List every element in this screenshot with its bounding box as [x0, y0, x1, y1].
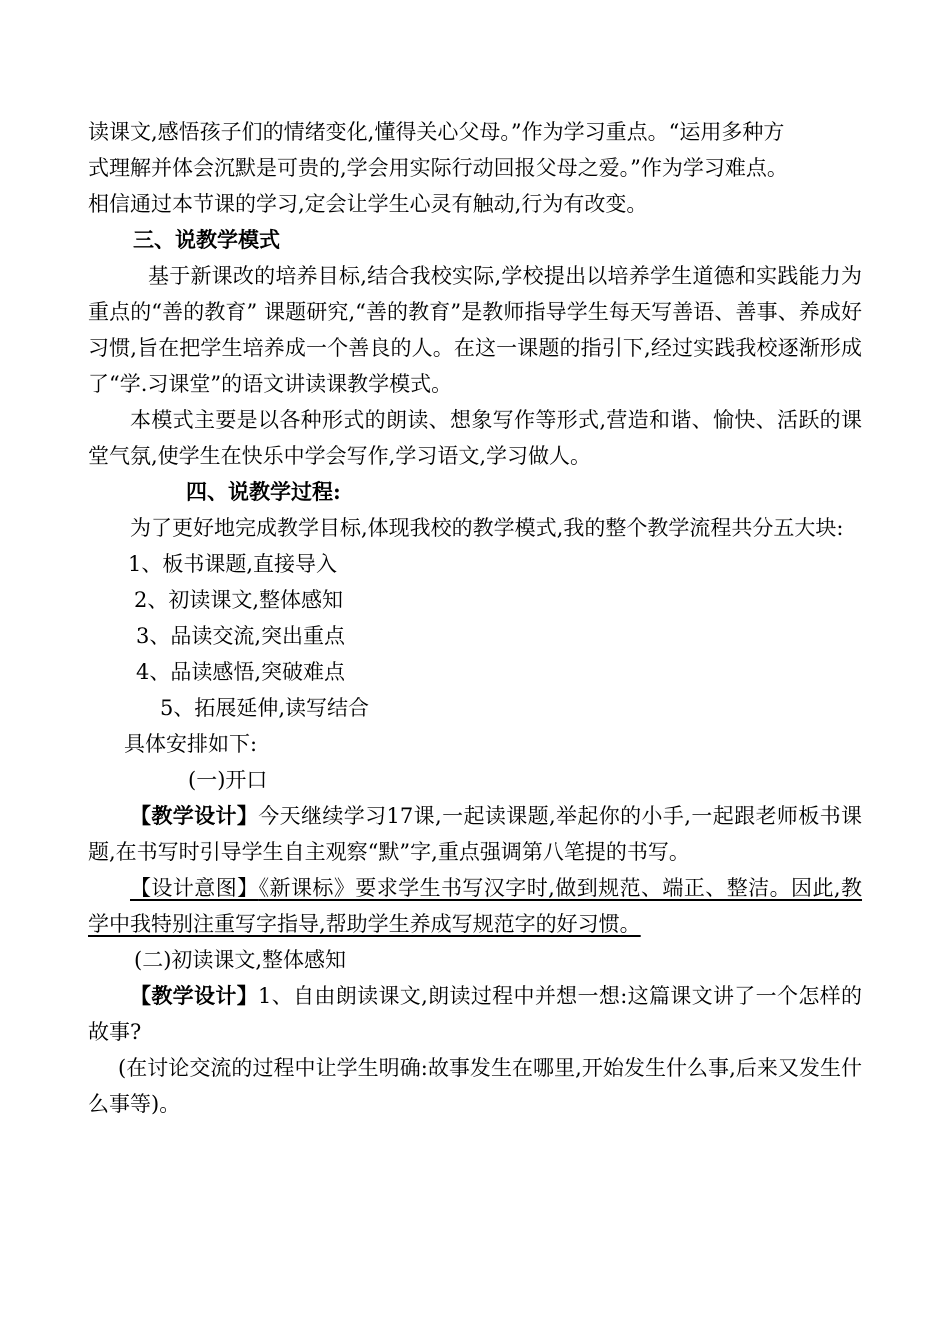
process-steps-list [88, 546, 862, 726]
intro-line-2: 式理解并体会沉默是可贵的,学会用实际行动回报父母之爱。”作为学习难点。 [88, 156, 788, 180]
design-text: 今天继续学习17课,一起读课题,举起你的小手,一起跟老师板书课题,在书写时引导学生自主观察“默”字,重点强调第八笔提的书写。 [88, 804, 863, 864]
intent-text: 《新课标》要求学生书写汉字时,做到规范、端正、整洁。因此,教学中我特别注重写字指导,帮助学生养成写规范字的好习惯。 [88, 876, 863, 936]
design-tag: 【教学设计】 [130, 803, 259, 828]
section-4-heading: 四、说教学过程: [186, 479, 341, 504]
part-2-design-paragraph [88, 978, 862, 1050]
section-3-paragraph-2: 本模式主要是以各种形式的朗读、想象写作等形式,营造和谐、愉快、活跃的课堂气氛,使学生在快乐中学会写作,学习语文,学习做人。 [88, 408, 862, 468]
part-2-title: (二)初读课文,整体感知 [134, 948, 347, 972]
list-item: 3、品读交流,突出重点 [136, 624, 346, 648]
section-3-paragraph-1: 基于新课改的培养目标,结合我校实际,学校提出以培养学生道德和实践能力为重点的“善的教育” 课题研究,“善的教育”是教师指导学生每天写善语、善事、养成好习惯,旨在把学生培养成一个善良的人。在这一课题的指引下,经过实践我校逐渐形成了“学.习课堂”的语文讲读课教学模式。 [88, 264, 862, 396]
list-item: 1、板书课题,直接导入 [128, 552, 338, 576]
intro-line-3: 相信通过本节课的学习,定会让学生心灵有触动,行为有改变。 [88, 192, 648, 216]
part-2-note: (在讨论交流的过程中让学生明确:故事发生在哪里,开始发生什么事,后来又发生什么事等)。 [88, 1056, 862, 1116]
intro-paragraph [88, 114, 862, 222]
design-text: 1、自由朗读课文,朗读过程中并想一想:这篇课文讲了一个怎样的故事? [88, 984, 863, 1044]
design-tag: 【教学设计】 [130, 983, 259, 1008]
part-1-title: (一)开口 [188, 768, 268, 792]
section-4-paragraph-1: 为了更好地完成教学目标,体现我校的教学模式,我的整个教学流程共分五大块: [130, 516, 844, 540]
list-item: 2、初读课文,整体感知 [134, 588, 344, 612]
part-1-design-paragraph [88, 798, 862, 870]
arrangement-label: 具体安排如下: [124, 732, 258, 756]
section-3-heading: 三、说教学模式 [133, 227, 280, 252]
intro-line-1: 读课文,感悟孩子们的情绪变化,懂得关心父母。”作为学习重点。“运用多种方 [88, 120, 785, 144]
list-item: 5、拓展延伸,读写结合 [160, 696, 370, 720]
intent-tag: 【设计意图】 [130, 876, 259, 900]
list-item: 4、品读感悟,突破难点 [136, 660, 346, 684]
part-1-intent-paragraph [88, 870, 862, 942]
